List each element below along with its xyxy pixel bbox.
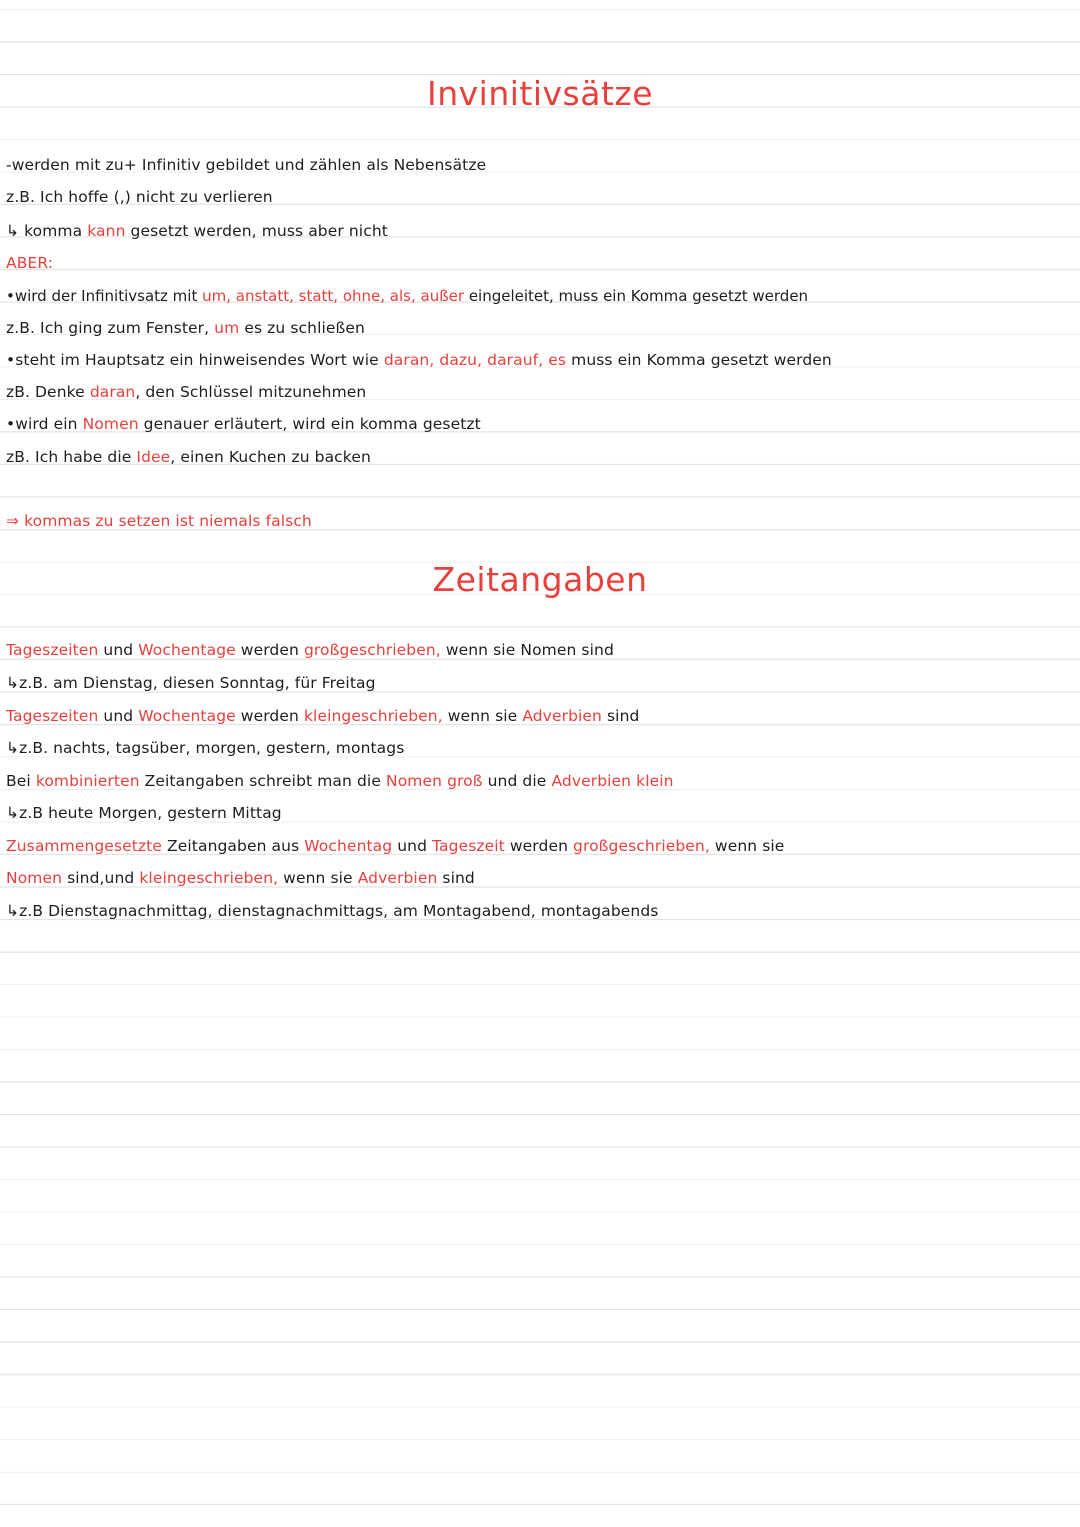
highlighted-term: kann [87,222,126,240]
note-line [6,771,674,791]
note-line [6,382,366,402]
note-text: , den Schlüssel mitzunehmen [135,383,367,401]
note-text: es zu schließen [239,319,365,337]
note-text: ↳ komma [6,222,88,240]
note-text: •steht im Hauptsatz ein hinweisendes Wort wie [6,351,384,369]
highlighted-term: großgeschrieben, [303,641,441,659]
note-text: ↳z.B heute Morgen, gestern Mittag [6,804,282,822]
note-text: Bei [6,772,36,790]
highlighted-term: um [214,319,240,337]
note-text: sind [437,869,475,887]
highlighted-term: kleingeschrieben, [303,707,443,725]
note-line [6,447,371,467]
highlighted-term: kombinierten [35,772,140,790]
highlighted-term: daran, dazu, darauf, es [383,351,567,369]
note-text: ↳z.B. am Dienstag, diesen Sonntag, für Freitag [6,674,376,692]
note-line [6,868,475,888]
highlighted-term: Wochentage [138,641,236,659]
note-text: sind [601,707,640,725]
note-text: muss ein Komma gesetzt werden [566,351,832,369]
note-text: und [98,641,139,659]
note-text: werden [235,707,304,725]
highlighted-term: Tageszeiten [6,641,99,659]
note-line [6,286,808,306]
highlighted-term: Zusammengesetzte [6,837,162,855]
note-text: werden [235,641,304,659]
note-text: ↳z.B Dienstagnachmittag, dienstagnachmittags, am Montagabend, montagabends [6,902,659,920]
note-text: zB. Ich habe die [6,448,137,466]
highlighted-term: Wochentage [138,707,236,725]
highlighted-term: Adverbien klein [551,772,674,790]
highlighted-term: ⇒ kommas zu setzen ist niemals falsch [6,512,312,530]
note-text: -werden mit zu+ Infinitiv gebildet und zählen als Nebensätze [6,156,487,174]
note-text: z.B. Ich hoffe (,) nicht zu verlieren [6,188,273,206]
highlighted-term: Tageszeit [432,837,505,855]
note-line [6,803,282,823]
highlighted-term: Wochentag [304,837,393,855]
highlighted-term: großgeschrieben, [573,837,710,855]
note-line [6,836,784,856]
highlighted-term: Tageszeiten [6,707,99,725]
note-line [6,414,481,434]
note-line [6,253,53,273]
note-text: wenn sie [709,837,785,855]
note-text: Zeitangaben aus [162,837,305,855]
note-line [6,511,312,531]
highlighted-term: Adverbien [522,707,602,725]
highlighted-term: ABER: [6,254,54,272]
note-text: Zeitangaben schreibt man die [139,772,386,790]
note-line [6,901,658,921]
note-text: und [98,707,139,725]
note-line [6,350,832,370]
highlighted-term: kleingeschrieben, [139,869,279,887]
note-line [6,221,388,241]
note-text: und [392,837,433,855]
section-title-infinitivsaetze: Invinitivsätze [426,74,654,113]
note-line [6,673,376,693]
note-line [6,187,273,207]
note-text: , einen Kuchen zu backen [170,448,371,466]
note-line [6,738,404,758]
highlighted-term: Idee [136,448,171,466]
note-text: sind,und [62,869,140,887]
note-text: ↳z.B. nachts, tagsüber, morgen, gestern, montags [6,739,405,757]
note-text: wenn sie [278,869,358,887]
highlighted-term: um, anstatt, statt, ohne, als, außer [202,287,465,305]
note-text: •wird ein [6,415,83,433]
note-text: wenn sie [442,707,523,725]
note-text: gesetzt werden, muss aber nicht [125,222,388,240]
highlighted-term: Nomen [82,415,139,433]
highlighted-term: Nomen [6,869,63,887]
note-line [6,318,365,338]
note-text: werden [504,837,574,855]
highlighted-term: Adverbien [357,869,438,887]
note-text: •wird der Infinitivsatz mit [6,287,203,305]
section-title-zeitangaben: Zeitangaben [432,560,648,599]
note-text: genauer erläutert, wird ein komma gesetzt [138,415,481,433]
note-text: und die [482,772,552,790]
note-text: z.B. Ich ging zum Fenster, [6,319,215,337]
note-line [6,640,614,660]
note-text: eingeleitet, muss ein Komma gesetzt werden [464,287,809,305]
note-line [6,155,486,175]
note-line [6,706,639,726]
highlighted-term: daran [89,383,136,401]
highlighted-term: Nomen groß [386,772,483,790]
note-text: wenn sie Nomen sind [440,641,614,659]
note-text: zB. Denke [6,383,90,401]
